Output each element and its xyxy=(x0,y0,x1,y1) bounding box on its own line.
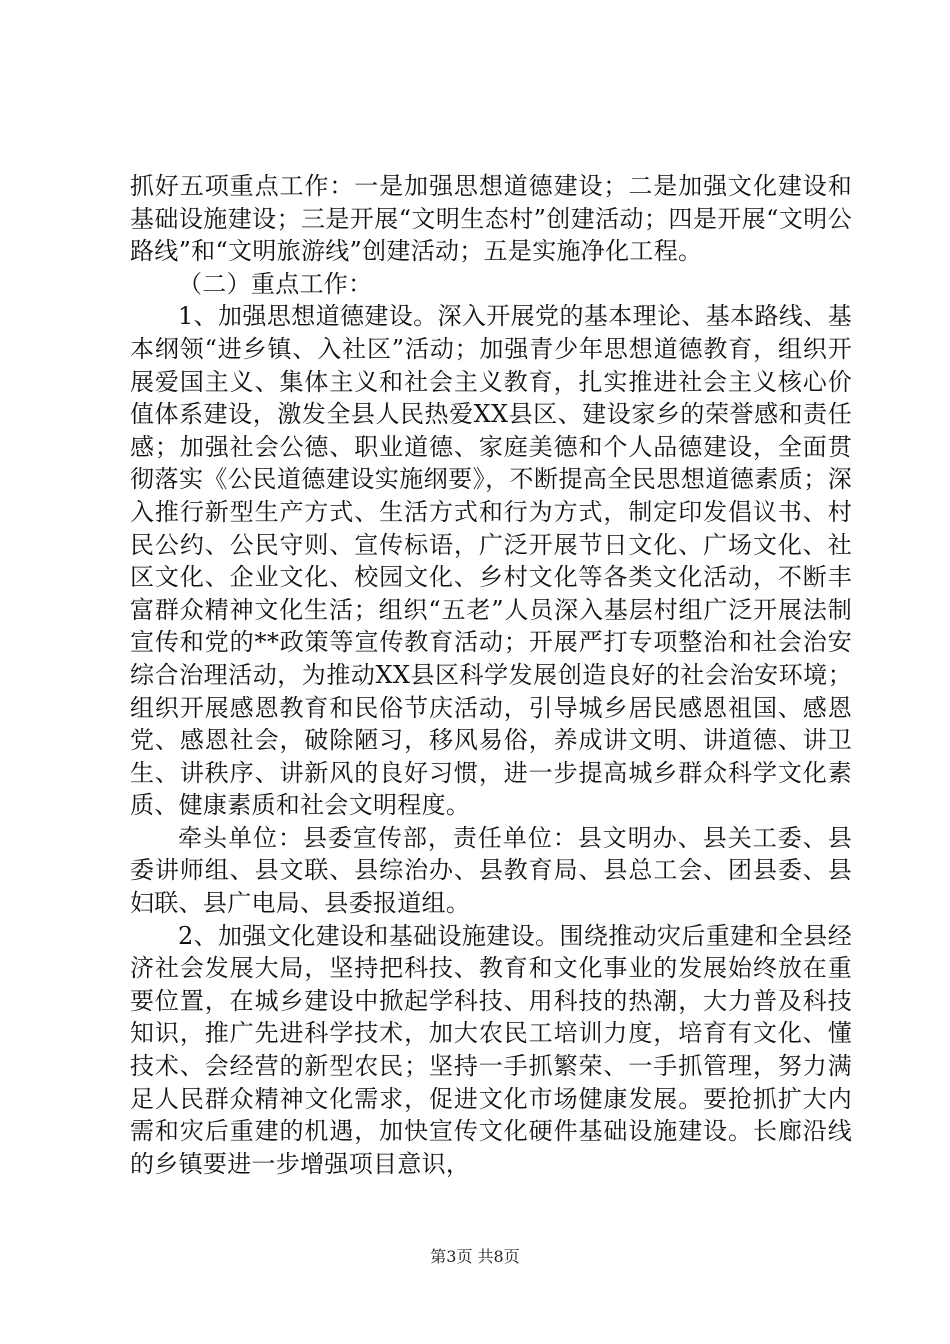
paragraph-culture-infrastructure: 2、加强文化建设和基础设施建设。围绕推动灾后重建和全县经济社会发展大局，坚持把科技、教育和文化事业的发展始终放在重要位置，在城乡建设中掀起学科技、用科技的热潮，大力普及科技知识，推广先进科学技术，加大农民工培训力度，培育有文化、懂技术、会经营的新型农民；坚持一手抓繁荣、一手抓管理，努力满足人民群众精神文化需求，促进文化市场健康发展。要抢抓扩大内需和灾后重建的机遇，加快宣传文化硬件基础设施建设。长廊沿线的乡镇要进一步增强项目意识， xyxy=(130,921,852,1178)
section-heading-key-work: （二）重点工作： xyxy=(178,269,373,298)
paragraph-moral-construction: 1、加强思想道德建设。深入开展党的基本理论、基本路线、基本纲领“进乡镇、入社区”活动；加强青少年思想道德教育，组织开展爱国主义、集体主义和社会主义教育，扎实推进社会主义核心价值体系建设，激发全县人民热爱XX县区、建设家乡的荣誉感和责任感；加强社会公德、职业道德、家庭美德和个人品德建设，全面贯彻落实《公民道德建设实施纲要》，不断提高全民思想道德素质；深入推行新型生产方式、生活方式和行为方式，制定印发倡议书、村民公约、公民守则、宣传标语，广泛开展节日文化、广场文化、社区文化、企业文化、校园文化、乡村文化等各类文化活动，不断丰富群众精神文化生活；组织“五老”人员深入基层村组广泛开展法制宣传和党的**政策等宣传教育活动；开展严打专项整治和社会治安综合治理活动，为推动XX县区科学发展创造良好的社会治安环境；组织开展感恩教育和民俗节庆活动，引导城乡居民感恩祖国、感恩党、感恩社会，破除陋习，移风易俗，养成讲文明、讲道德、讲卫生、讲秩序、讲新风的良好习惯，进一步提高城乡群众科学文化素质、健康素质和社会文明程度。 xyxy=(130,302,852,820)
paragraph-responsible-units: 牵头单位：县委宣传部，责任单位：县文明办、县关工委、县委讲师组、县文联、县综治办、县教育局、县总工会、团县委、县妇联、县广电局、县委报道组。 xyxy=(130,823,852,918)
document-body xyxy=(130,170,852,1180)
paragraph-summary: 抓好五项重点工作：一是加强思想道德建设；二是加强文化建设和基础设施建设；三是开展“文明生态村”创建活动；四是开展“文明公路线”和“文明旅游线”创建活动；五是实施净化工程。 xyxy=(130,172,852,266)
page-footer: 第3页 共8页 xyxy=(430,1247,520,1266)
